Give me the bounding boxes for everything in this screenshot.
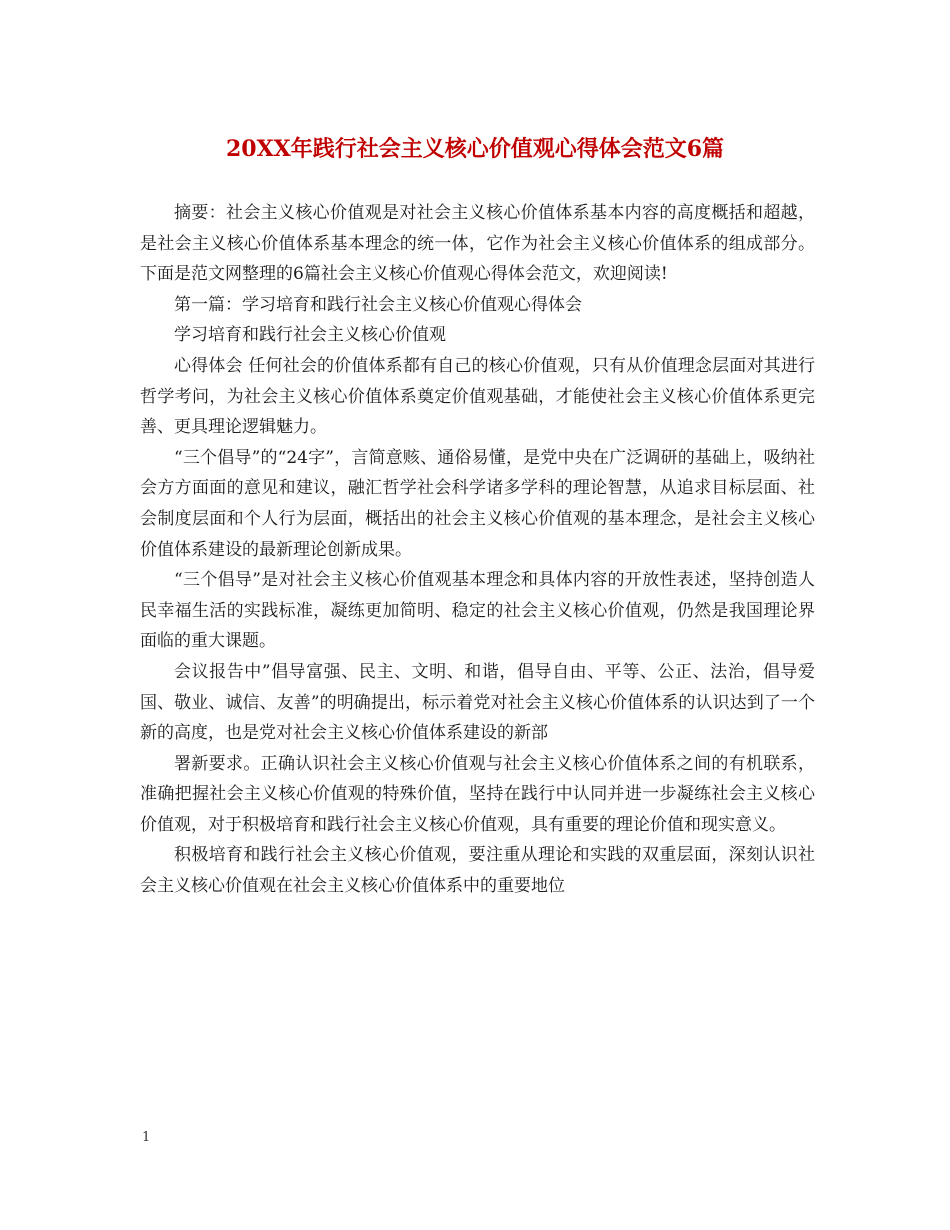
paragraph: 心得体会 任何社会的价值体系都有自己的核心价值观，只有从价值理念层面对其进行哲学考问，为社会主义核心价值体系奠定价值观基础，才能使社会主义核心价值体系更完善、更具理论逻辑魅力。	[140, 355, 815, 438]
paragraph-abstract: 摘要：社会主义核心价值观是对社会主义核心价值体系基本内容的高度概括和超越，是社会主义核心价值体系基本理念的统一体，它作为社会主义核心价值体系的组成部分。下面是范文网整理的6篇社会主义核心价值观心得体会范文，欢迎阅读!	[140, 203, 815, 285]
paragraph: 署新要求。正确认识社会主义核心价值观与社会主义核心价值体系之间的有机联系，准确把握社会主义核心价值观的特殊价值，坚持在践行中认同并进一步凝练社会主义核心价值观，对于积极培育和践行社会主义核心价值观，具有重要的理论价值和现实意义。	[140, 753, 815, 835]
paragraph: 积极培育和践行社会主义核心价值观，要注重从理论和实践的双重层面，深刻认识社会主义核心价值观在社会主义核心价值体系中的重要地位	[140, 845, 815, 897]
paragraph: 会议报告中”倡导富强、民主、文明、和谐，倡导自由、平等、公正、法治，倡导爱国、敬业、诚信、友善”的明确提出，标示着党对社会主义核心价值体系的认识达到了一个新的高度，也是党对社会主义核心价值体系建设的新部	[140, 661, 815, 744]
document-body	[140, 198, 815, 902]
paragraph: “三个倡导”是对社会主义核心价值观基本理念和具体内容的开放性表述，坚持创造人民幸福生活的实践标准，凝练更加简明、稳定的社会主义核心价值观，仍然是我国理论界面临的重大课题。	[140, 570, 815, 652]
paragraph-subheading: 学习培育和践行社会主义核心价值观	[174, 325, 446, 346]
paragraph: “三个倡导”的“24字”，言简意赅、通俗易懂，是党中央在广泛调研的基础上，吸纳社会方方面面的意见和建议，融汇哲学社会科学诸多学科的理论智慧，从追求目标层面、社会制度层面和个人行为层面，概括出的社会主义核心价值观的基本理念，是社会主义核心价值体系建设的最新理论创新成果。	[140, 447, 815, 560]
page-number: 1	[142, 1130, 151, 1145]
paragraph-chapter-heading: 第一篇：学习培育和践行社会主义核心价值观心得体会	[174, 294, 582, 315]
document-title: 20XX年践行社会主义核心价值观心得体会范文6篇	[225, 136, 725, 162]
